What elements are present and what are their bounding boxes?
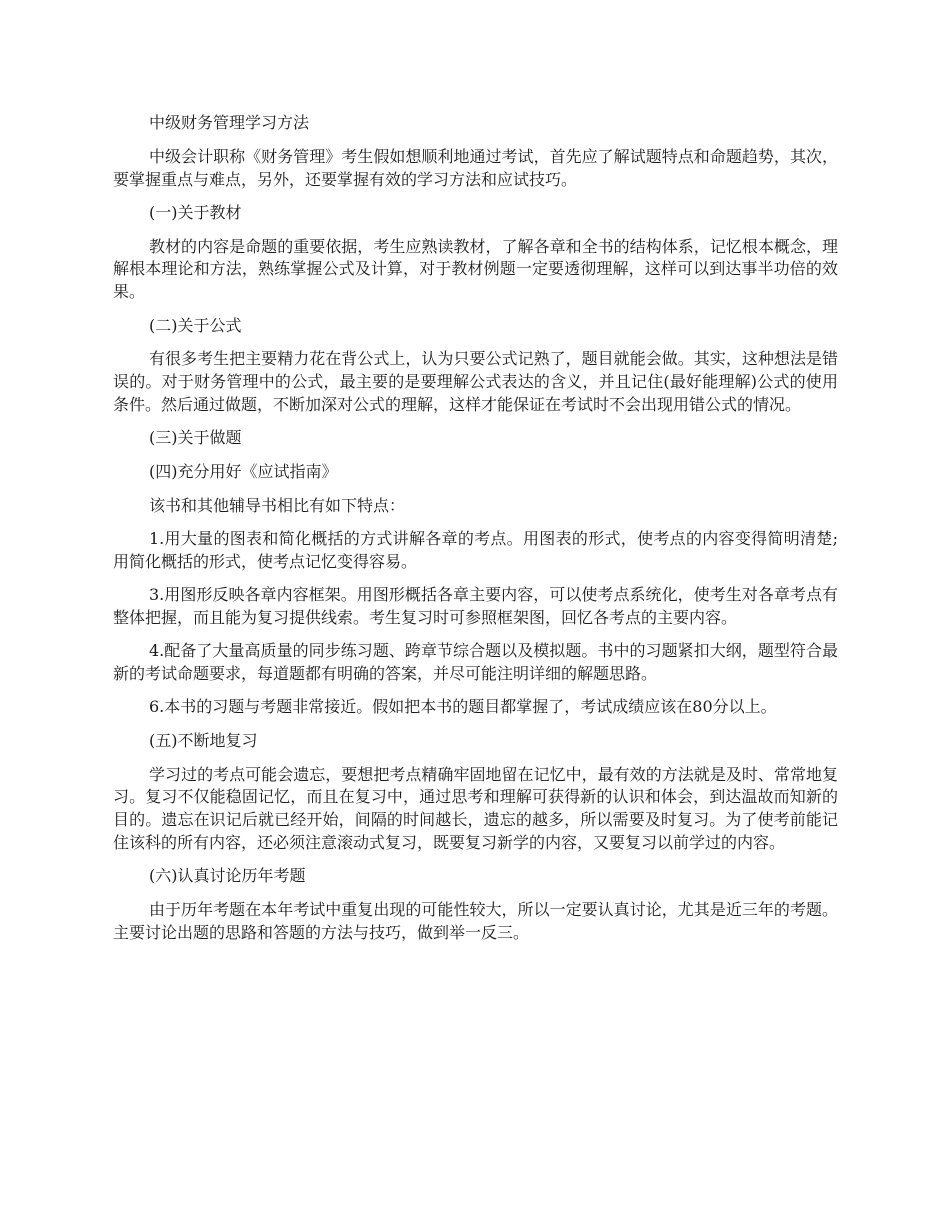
review-paragraph: 学习过的考点可能会遗忘，要想把考点精确牢固地留在记忆中，最有效的方法就是及时、常常地复习。复习不仅能稳固记忆，而且在复习中，通过思考和理解可获得新的认识和体会，到达温故而知新的目的。遗忘在识记后就已经开始，间隔的时间越长，遗忘的越多，所以需要及时复习。为了使考前能记住该科的所有内容，还必须注意滚动式复习，既要复习新学的内容，又要复习以前学过的内容。 bbox=[113, 764, 838, 852]
section-heading-formulas: (二)关于公式 bbox=[149, 315, 242, 335]
section-heading-exam-guide: (四)充分用好《应试指南》 bbox=[149, 462, 338, 482]
guide-feature-item: 3.用图形反映各章内容框架。用图形概括各章主要内容，可以使考点系统化，使考生对各章考点有整体把握，而且能为复习提供线索。考生复习时可参照框架图，回忆各考点的主要内容。 bbox=[113, 585, 838, 628]
section-heading-exercises: (三)关于做题 bbox=[149, 428, 242, 448]
guide-features-intro: 该书和其他辅导书相比有如下特点： bbox=[149, 495, 406, 515]
section-heading-past-exams: (六)认真讨论历年考题 bbox=[149, 866, 306, 886]
guide-feature-item: 1.用大量的图表和简化概括的方式讲解各章的考点。用图表的形式，使考点的内容变得简明清楚;用简化概括的形式，使考点记忆变得容易。 bbox=[113, 529, 838, 571]
document-page bbox=[113, 112, 838, 955]
section-heading-textbook: (一)关于教材 bbox=[149, 202, 242, 222]
guide-feature-item: 6.本书的习题与考题非常接近。假如把本书的题目都掌握了，考试成绩应该在80分以上。 bbox=[149, 697, 777, 717]
formulas-paragraph: 有很多考生把主要精力花在背公式上，认为只要公式记熟了，题目就能会做。其实，这种想法是错误的。对于财务管理中的公式，最主要的是要理解公式表达的含义，并且记住(最好能理解)公式的使用条件。然后通过做题，不断加深对公式的理解，这样才能保证在考试时不会出现用错公式的情况。 bbox=[113, 349, 838, 414]
guide-feature-item: 4.配备了大量高质量的同步练习题、跨章节综合题以及模拟题。书中的习题紧扣大纲，题型符合最新的考试命题要求，每道题都有明确的答案，并尽可能注明详细的解题思路。 bbox=[113, 641, 838, 684]
intro-paragraph: 中级会计职称《财务管理》考生假如想顺利地通过考试，首先应了解试题特点和命题趋势，其次，要掌握重点与难点，另外，还要掌握有效的学习方法和应试技巧。 bbox=[113, 146, 838, 189]
section-heading-review: (五)不断地复习 bbox=[149, 730, 258, 750]
past-exams-paragraph: 由于历年考题在本年考试中重复出现的可能性较大，所以一定要认真讨论，尤其是近三年的考题。主要讨论出题的思路和答题的方法与技巧，做到举一反三。 bbox=[113, 900, 838, 942]
textbook-paragraph: 教材的内容是命题的重要依据，考生应熟读教材，了解各章和全书的结构体系，记忆根本概念，理解根本理论和方法，熟练掌握公式及计算，对于教材例题一定要透彻理解，这样可以到达事半功倍的效果。 bbox=[113, 236, 838, 302]
document-title: 中级财务管理学习方法 bbox=[149, 113, 310, 132]
